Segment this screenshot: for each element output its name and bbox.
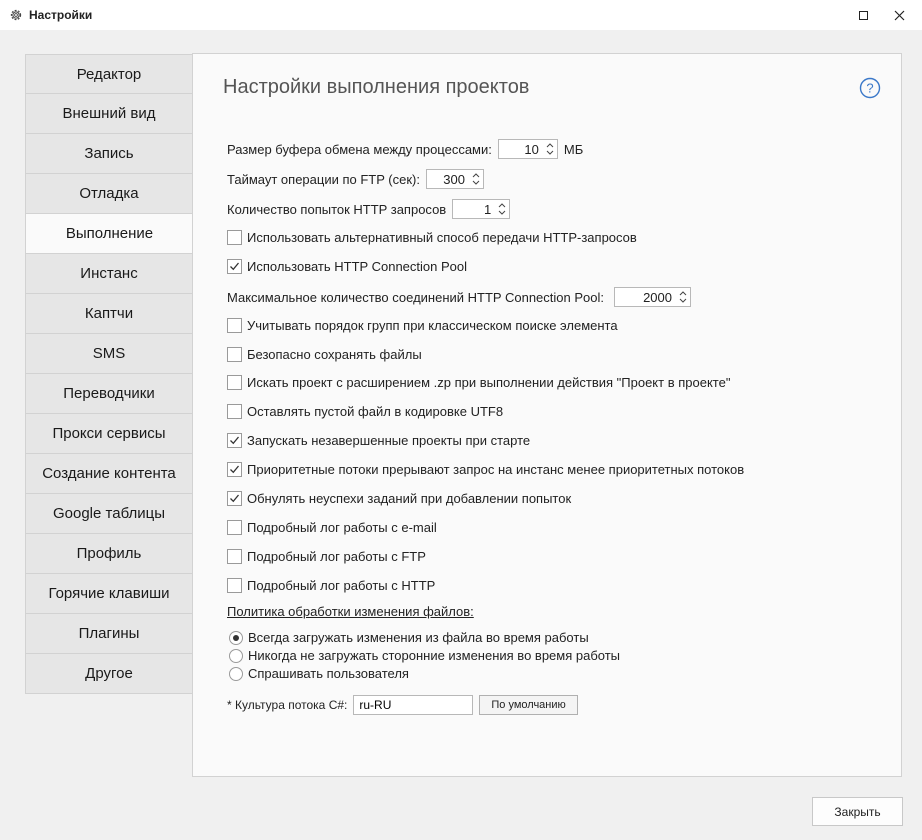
culture-label: * Культура потока C#: [227, 698, 348, 712]
max-connections-value[interactable]: 2000 [643, 289, 672, 305]
maximize-button[interactable] [843, 0, 883, 30]
reset-failures-checkbox[interactable] [227, 491, 242, 506]
sidebar-item-instance[interactable]: Инстанс [25, 254, 193, 294]
http-attempts-row [227, 199, 510, 219]
radio-never-load[interactable] [229, 648, 620, 663]
option-reset-failures[interactable] [227, 491, 571, 506]
http-pool-option[interactable] [227, 259, 467, 274]
sidebar-item-sms[interactable]: SMS [25, 334, 193, 374]
priority-threads-checkbox[interactable] [227, 462, 242, 477]
check-icon [229, 435, 240, 446]
sidebar-item-other[interactable]: Другое [25, 654, 193, 694]
radio-always-load[interactable] [229, 630, 589, 645]
maximize-icon [859, 11, 868, 20]
close-button[interactable]: Закрыть [812, 797, 903, 826]
group-order-label: Учитывать порядок групп при классическом поиске элемента [247, 318, 618, 333]
empty-utf8-checkbox[interactable] [227, 404, 242, 419]
sidebar-item-translators[interactable]: Переводчики [25, 374, 193, 414]
max-connections-row [227, 287, 691, 307]
check-icon [229, 261, 240, 272]
title-bar [0, 0, 922, 30]
run-unfinished-label: Запускать незавершенные проекты при старте [247, 433, 531, 448]
alt-http-checkbox[interactable] [227, 230, 242, 245]
empty-utf8-label: Оставлять пустой файл в кодировке UTF8 [247, 404, 504, 419]
sidebar-item-editor[interactable]: Редактор [25, 54, 193, 94]
never-load-label: Никогда не загружать сторонние изменения во время работы [248, 648, 621, 663]
http-pool-checkbox[interactable] [227, 259, 242, 274]
http-attempts-label: Количество попыток HTTP запросов [227, 201, 447, 217]
http-pool-label: Использовать HTTP Connection Pool [247, 259, 467, 274]
ftp-timeout-label: Таймаут операции по FTP (сек): [227, 171, 420, 187]
option-safe-save[interactable] [227, 347, 422, 362]
sidebar-item-execution[interactable]: Выполнение [25, 214, 194, 254]
close-icon [894, 10, 905, 21]
spinner-arrows-icon[interactable] [495, 200, 509, 218]
radio-selected-dot [233, 635, 239, 641]
http-attempts-value[interactable]: 1 [483, 201, 492, 217]
sidebar-item-plugins[interactable]: Плагины [25, 614, 193, 654]
help-icon[interactable] [859, 77, 881, 99]
option-run-unfinished[interactable] [227, 433, 530, 448]
ftp-timeout-row [227, 169, 484, 189]
always-load-label: Всегда загружать изменения из файла во время работы [248, 630, 589, 645]
option-log-email[interactable] [227, 520, 437, 535]
alt-http-label: Использовать альтернативный способ передачи HTTP-запросов [247, 230, 637, 245]
window-title: Настройки [29, 8, 93, 22]
log-ftp-checkbox[interactable] [227, 549, 242, 564]
buffer-size-row [227, 139, 583, 159]
sidebar-item-profile[interactable]: Профиль [25, 534, 193, 574]
option-log-ftp[interactable] [227, 549, 426, 564]
never-load-radio[interactable] [229, 649, 243, 663]
log-http-checkbox[interactable] [227, 578, 242, 593]
search-zp-checkbox[interactable] [227, 375, 242, 390]
culture-input[interactable] [353, 695, 473, 715]
max-connections-stepper[interactable] [614, 287, 691, 307]
group-order-checkbox[interactable] [227, 318, 242, 333]
log-email-label: Подробный лог работы с e-mail [247, 520, 437, 535]
always-load-radio[interactable] [229, 631, 243, 645]
execution-settings-panel [192, 53, 902, 777]
culture-row [227, 695, 578, 715]
search-zp-label: Искать проект с расширением .zp при выполнении действия "Проект в проекте" [247, 375, 731, 390]
check-icon [229, 464, 240, 475]
option-log-http[interactable] [227, 578, 435, 593]
spinner-arrows-icon[interactable] [469, 170, 483, 188]
default-culture-button[interactable]: По умолчанию [479, 695, 577, 715]
option-group-order[interactable] [227, 318, 618, 333]
buffer-size-unit: МБ [563, 141, 584, 157]
gear-icon [9, 8, 23, 22]
buffer-size-label: Размер буфера обмена между процессами: [227, 141, 492, 157]
spinner-arrows-icon[interactable] [676, 288, 690, 306]
file-policy-label: Политика обработки изменения файлов: [227, 604, 474, 619]
sidebar-item-google-sheets[interactable]: Google таблицы [25, 494, 193, 534]
ask-user-label: Спрашивать пользователя [248, 666, 409, 681]
priority-threads-label: Приоритетные потоки прерывают запрос на инстанс менее приоритетных потоков [247, 462, 745, 477]
log-ftp-label: Подробный лог работы с FTP [247, 549, 426, 564]
sidebar-item-hotkeys[interactable]: Горячие клавиши [25, 574, 193, 614]
sidebar-item-captcha[interactable]: Каптчи [25, 294, 193, 334]
reset-failures-label: Обнулять неуспехи заданий при добавлении попыток [247, 491, 572, 506]
option-search-zp[interactable] [227, 375, 730, 390]
ftp-timeout-stepper[interactable] [426, 169, 484, 189]
spinner-arrows-icon[interactable] [543, 140, 557, 158]
http-attempts-stepper[interactable] [452, 199, 510, 219]
safe-save-label: Безопасно сохранять файлы [247, 347, 422, 362]
file-policy-heading [227, 604, 474, 619]
page-title: Настройки выполнения проектов [223, 76, 530, 98]
sidebar-item-debug[interactable]: Отладка [25, 174, 193, 214]
ask-user-radio[interactable] [229, 667, 243, 681]
svg-text:?: ? [866, 80, 874, 96]
buffer-size-value[interactable]: 10 [524, 141, 539, 157]
alt-http-option[interactable] [227, 230, 637, 245]
option-empty-utf8[interactable] [227, 404, 503, 419]
close-window-button[interactable] [879, 0, 919, 30]
sidebar-item-appearance[interactable]: Внешний вид [25, 94, 193, 134]
run-unfinished-checkbox[interactable] [227, 433, 242, 448]
radio-ask-user[interactable] [229, 666, 409, 681]
sidebar-item-content-creation[interactable]: Создание контента [25, 454, 193, 494]
buffer-size-stepper[interactable] [498, 139, 558, 159]
safe-save-checkbox[interactable] [227, 347, 242, 362]
max-connections-label: Максимальное количество соединений HTTP Connection Pool: [227, 289, 604, 305]
log-email-checkbox[interactable] [227, 520, 242, 535]
sidebar-item-proxy-services[interactable]: Прокси сервисы [25, 414, 193, 454]
log-http-label: Подробный лог работы с HTTP [247, 578, 436, 593]
settings-sidebar [25, 54, 193, 694]
sidebar-item-recording[interactable]: Запись [25, 134, 193, 174]
option-priority-threads[interactable] [227, 462, 744, 477]
check-icon [229, 493, 240, 504]
ftp-timeout-value[interactable]: 300 [443, 171, 465, 187]
